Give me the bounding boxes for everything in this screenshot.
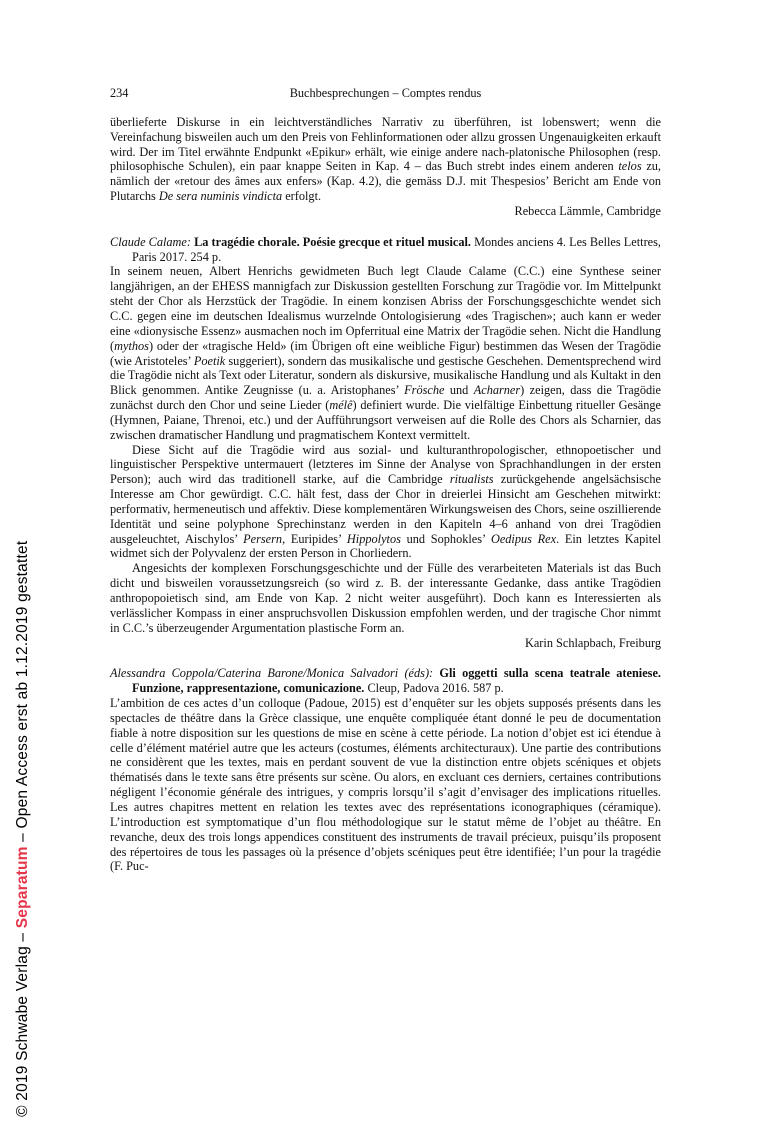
review-heading: Alessandra Coppola/Caterina Barone/Monica Salvadori (éds): Gli oggetti sulla scena teatrale ateniese. Funzione, rappresentazione, comunicazione. Cleup, Padova 2016. 587 p.: [110, 666, 661, 696]
page-number: 234: [110, 86, 129, 100]
running-head-title: Buchbesprechungen – Comptes rendus: [289, 86, 482, 100]
reviewer-signature: Karin Schlapbach, Freiburg: [524, 635, 661, 650]
review-paragraph: Angesichts der komplexen Forschungsgeschichte und der Fülle des verarbeiteten Materials ist das Buch dicht und bisweilen voraussetzungsreich (so wird z. B. der interessante Gedanke, dass antike Tragödien anthropopoietisch sind, am Ende von Kap. 2 nicht weiter ausgeführt). Doch kann es Interessierten als verlässlicher Kompass in einer anspruchsvollen Diskussion empfohlen werden, und der tragische Chor nimmt in C.C.’s überzeugender Argumentation plastische Form an.: [110, 561, 661, 635]
review-continuation-paragraph: überlieferte Diskurse in ein leichtverständliches Narrativ zu überführen, ist lobenswert; wenn die Vereinfachung bisweilen auch um den Preis von Fehlinformationen oder allzu grossen Ungenauigkeiten erkauft wird. Der im Titel erwähnte Endpunkt «Epikur» erhält, wie einige andere nach-platonische Philosophen (resp. philosophische Schulen), ein paar knappe Seiten in Kap. 4 – das Buch strebt indes einem anderen telos zu, nämlich der «retour des âmes aux enfers» (Kap. 4.2), die gemäss D.J. mit Thespesios’ Bericht am Ende von Plutarchs De sera numinis vindicta erfolgt.: [110, 114, 662, 204]
book-review-calame: [110, 235, 661, 651]
review-heading: Claude Calame: La tragédie chorale. Poésie grecque et rituel musical. Mondes anciens 4. Les Belles Lettres, Paris 2017. 254 p.: [110, 234, 661, 264]
review-paragraph: Diese Sicht auf die Tragödie wird aus sozial- und kulturanthropologischer, ethnopoetischer und linguistischer Perspektive untermauert (letzteres im Sinne der Analyse von Sprachhandlungen in der ersten Person); auch wird das traditionell starke, auf die Cambridge ritualists zurückgehende angelsächsische Interesse am Chor gewürdigt. C.C. hält fest, dass der Chor in dreierlei Hinsicht am Geschehen mitwirkt: performativ, hermeneutisch und affektiv. Diese komplementären Wirkungsweisen des Chors, seine oszillierende Identität und seine polyphone Sprechinstanz werden in den Kapiteln 4–6 anhand von drei Tragödien ausgeleuchtet, Aischylos’ Persern, Euripides’ Hippolytos und Sophokles’ Oedipus Rex. Ein letztes Kapitel widmet sich der Polyvalenz der ersten Person in Chorliedern.: [110, 442, 661, 561]
page-content: [110, 86, 661, 874]
review-paragraph: In seinem neuen, Albert Henrichs gewidmeten Buch legt Claude Calame (C.C.) eine Synthese seiner langjährigen, an der EHESS mannigfach zur Diskussion gestellten Forschung zur Tragödie vor. Im Mittelpunkt steht der Chor als Herzstück der Tragödie. In einem konzisen Abriss der Forschungsgeschichte wendet sich C.C. gegen eine im deutschen Idealismus wurzelnde Ontologisierung «des Tragischen»; auch kann er weder eine «dionysische Essenz» ausmachen noch im Opferritual eine Matrix der Tragödie sehen. Nicht die Handlung (mythos) oder der «tragische Held» (im Übrigen oft eine weibliche Figur) bestimmen das Wesen der Tragödie (wie Aristoteles’ Poetik suggeriert), sondern das musikalische und gestische Geschehen. Dementsprechend wird die Tragödie nicht als Text oder Literatur, sondern als diskursive, musikalische Handlung und als Kultakt in den Blick genommen. Antike Zeugnisse (u. a. Aristophanes’ Frösche und Acharner) zeigen, dass die Tragödie zunächst durch den Chor und seine Lieder (mélê) definiert wurde. Die vielfältige Einbettung ritueller Gesänge (Hymnen, Paiane, Threnoi, etc.) und der Aufführungsort verweisen auf die Rolle des Chors als Scharnier, das zwischen dramatischer Handlung und pragmatischem Kontext vermittelt.: [110, 264, 662, 442]
book-review-coppola: [110, 666, 661, 874]
review-paragraph: L’ambition de ces actes d’un colloque (Padoue, 2015) est d’enquêter sur les objets supposés présents dans les spectacles de théâtre dans la Grèce classique, une enquête compliquée étant donné le peu de documentation fiable à notre disposition sur les questions de mise en scène à cette période. La notion d’objet est ici étendue à celle d’élément matériel autre que les acteurs (costumes, éléments architecturaux). Une partie des contributions ne considèrent que les textes, mais en perdant souvent de vue la distinction entre objets scéniques et objets thématisés dans le texte sans être présents sur scène. Ou alors, en excluant ces derniers, certaines contributions négligent l’économie générale des intrigues, y compris lorsqu’il s’agit d’envisager des implications rituelles. Les autres chapitres mettent en relation les textes avec des représentations iconographiques (céramique). L’introduction est symptomatique d’un flou méthodologique sur le statut même de l’objet au théâtre. En revanche, deux des trois longs appendices constituent des instruments de travail précieux, puisqu’ils proposent des répertoires de tous les passages où la présence d’objets scéniques peut être identifiée; l’un pour la tragédie (F. Puc-: [110, 696, 661, 874]
running-head: [110, 86, 661, 101]
reviewer-signature: Rebecca Lämmle, Cambridge: [514, 203, 661, 218]
copyright-sidebar-text: © 2019 Schwabe Verlag – Separatum – Open Access erst ab 1.12.2019 gestattet: [14, 540, 32, 1117]
